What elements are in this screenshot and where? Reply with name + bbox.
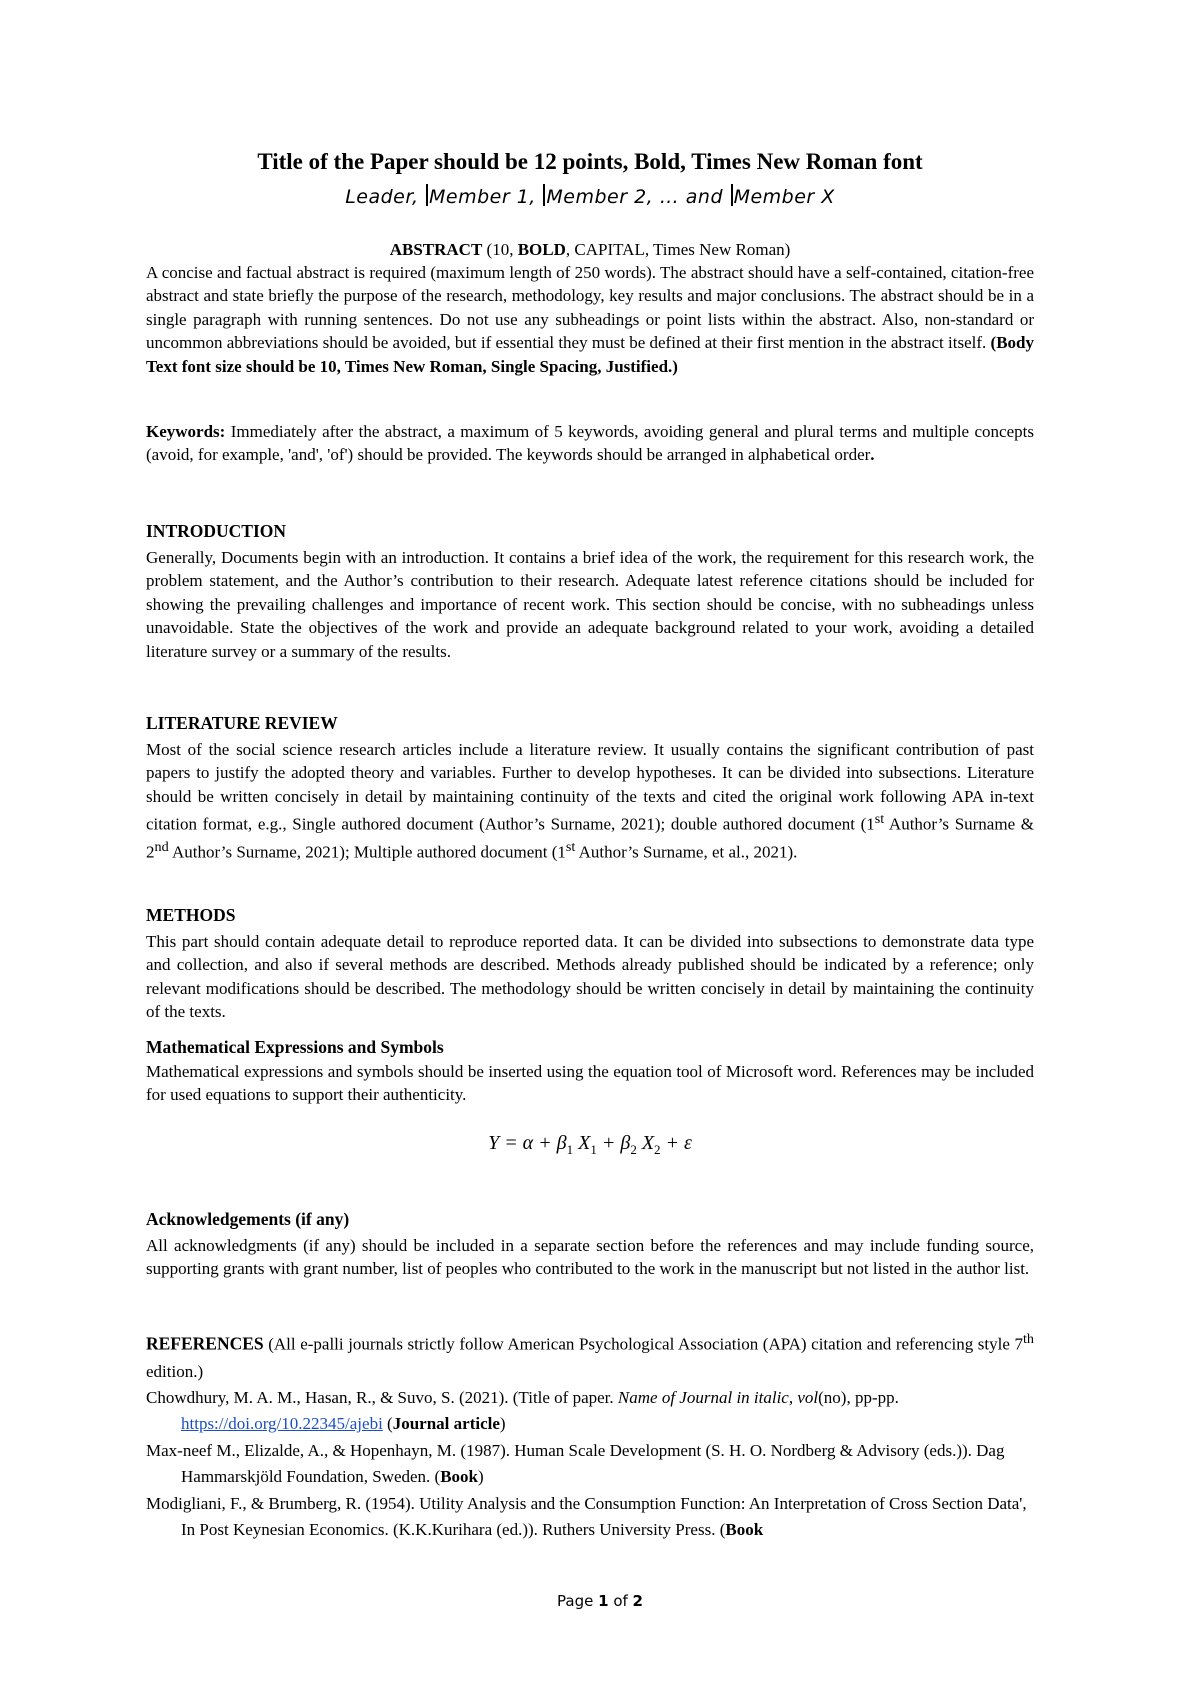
references-section — [146, 1326, 1034, 1544]
author-leader: Leader, — [345, 186, 426, 208]
methods-body: This part should contain adequate detail to reproduce reported data. It can be divided into subsections to demonstrate data type and collection, and also if several methods are described. Methods already published should be indicated by a reference; only relevant modifications should be described. The methodology should be written concisely in detail by maintaining the continuity of the texts. — [146, 932, 1034, 1022]
eq-part: + ε — [660, 1132, 692, 1154]
abstract-note-bold: BOLD — [517, 240, 566, 259]
superscript: nd — [154, 839, 169, 856]
ref-type: Book — [725, 1520, 764, 1540]
ack-body: All acknowledgments (if any) should be included in a separate section before the references and may include funding source, supporting grants with grant number, list of peoples who contributed to the work in the manuscript but not listed in the author list. — [146, 1236, 1034, 1279]
literature-heading: LITERATURE REVIEW — [146, 713, 338, 733]
eq-part: + β — [596, 1132, 631, 1154]
eq-part: X — [573, 1132, 591, 1154]
keywords-paragraph — [146, 420, 1034, 467]
ref-text: Max-neef M., Elizalde, A., & Hopenhayn, M. (1987). Human Scale Development (S. H. O. Nordberg & Advisory (eds.)). Dag Hammarskjöld Foundation, Sweden. ( — [146, 1440, 1005, 1487]
eq-subscript: 2 — [630, 1142, 637, 1157]
doi-link[interactable]: https://doi.org/10.22345/ajebi — [181, 1414, 383, 1434]
eq-subscript: 1 — [590, 1142, 597, 1157]
author-member-x: Member X — [733, 186, 835, 208]
superscript: th — [1022, 1331, 1034, 1347]
math-body: Mathematical expressions and symbols should be inserted using the equation tool of Microsoft word. References may be included for used equations to support their authenticity. — [146, 1062, 1034, 1105]
page-total: 2 — [632, 1592, 643, 1610]
references-note: (All e-palli journals strictly follow American Psychological Association (APA) citation and referencing style 7 — [263, 1334, 1023, 1354]
abstract-format-note: (Body Text font size should be 10, Times New Roman, Single Spacing, Justified.) — [146, 333, 1034, 376]
references-intro — [146, 1326, 1034, 1385]
paper-title: Title of the Paper should be 12 points, Bold, Times New Roman font — [257, 149, 923, 174]
author-member-1: Member 1, — [429, 186, 543, 208]
abstract-note: (10, — [482, 240, 518, 259]
page-of-label: of — [608, 1592, 633, 1610]
introduction-body: Generally, Documents begin with an introduction. It contains a brief idea of the work, the requirement for this research work, the problem statement, and the Author’s contribution to their research. Adequate latest reference citations should be included for showing the prevailing challenges and importance of recent work. This section should be concise, with no subheadings unless unavoidable. State the objectives of the work and provide an adequate background related to your work, avoiding a detailed literature survey or a summary of the results. — [146, 548, 1034, 661]
eq-part: X — [636, 1132, 655, 1154]
math-heading: Mathematical Expressions and Symbols — [146, 1037, 444, 1057]
abstract-body — [146, 261, 1034, 378]
ref-type: Journal article — [392, 1414, 500, 1434]
ref-text: ( — [382, 1414, 393, 1434]
keywords-label: Keywords: — [146, 422, 226, 441]
literature-text-d: Author’s Surname, et al., 2021). — [575, 842, 798, 862]
page-label: Page — [557, 1592, 599, 1610]
superscript: st — [565, 839, 576, 856]
page-number: 1 — [598, 1592, 609, 1610]
abstract-note-end: , CAPITAL, Times New Roman) — [565, 240, 791, 259]
author-member-2: Member 2, … and — [546, 186, 730, 208]
introduction-heading: INTRODUCTION — [146, 521, 287, 541]
literature-text-a: Most of the social science research articles include a literature review. It usually contains the significant contribution of past papers to justify the adopted theory and variables. Further to develop hypotheses. It can be divided into subsections. Literature should be written concisely in detail by maintaining continuity of the texts and cited the original work following APA in-text citation format, e.g., Single authored document (Author’s Surname, 2021); double authored document (1 — [146, 740, 1034, 834]
ref-text: (no), pp-pp. — [818, 1387, 899, 1407]
author-line — [146, 184, 1034, 209]
eq-subscript: 2 — [654, 1142, 661, 1157]
ref-type: Book — [440, 1467, 479, 1487]
literature-text-c: Author’s Surname, 2021); Multiple authored document (1 — [168, 842, 566, 862]
references-heading: REFERENCES — [146, 1333, 264, 1354]
methods-heading: METHODS — [146, 905, 236, 925]
eq-lhs: Y — [488, 1132, 500, 1154]
text-cursor-icon — [426, 184, 428, 206]
page-footer — [0, 1592, 1200, 1610]
ref-text: Chowdhury, M. A. M., Hasan, R., & Suvo, S. (2021). (Title of paper. — [146, 1387, 618, 1407]
reference-item — [146, 1438, 1034, 1491]
ref-journal: Name of Journal in italic, vol — [617, 1387, 819, 1407]
regression-equation — [146, 1130, 1034, 1163]
superscript: st — [874, 811, 885, 828]
text-cursor-icon — [731, 184, 733, 206]
references-note-end: edition.) — [146, 1361, 204, 1381]
ref-text: ) — [478, 1467, 484, 1487]
ref-text: ) — [499, 1414, 506, 1434]
ref-text: Modigliani, F., & Brumberg, R. (1954). Utility Analysis and the Consumption Function: An Interpretation of Cross Section Data', In Post Keynesian Economics. (K.K.Kurihara (ed.)). Ruthers University Press. ( — [146, 1493, 1027, 1540]
keywords-text: Immediately after the abstract, a maximum of 5 keywords, avoiding general and plural terms and multiple concepts (avoid, for example, 'and', 'of') should be provided. The keywords should be arranged in alphabetical order — [146, 422, 1034, 465]
reference-item — [146, 1385, 1034, 1438]
keywords-end: . — [870, 445, 875, 465]
abstract-text: A concise and factual abstract is required (maximum length of 250 words). The abstract should have a self-contained, citation-free abstract and state briefly the purpose of the research, methodology, key results and major conclusions. The abstract should be in a single paragraph with running sentences. Do not use any subheadings or point lists within the abstract. Also, non-standard or uncommon abbreviations should be avoided, but if essential they must be defined at their first mention in the abstract itself. — [146, 263, 1034, 353]
literature-text-b: Author’s Surname & 2 — [146, 814, 1034, 862]
eq-subscript: 1 — [566, 1142, 574, 1157]
literature-body — [146, 738, 1034, 864]
abstract-label: ABSTRACT — [389, 240, 483, 259]
eq-part: = α + β — [499, 1132, 567, 1154]
reference-item — [146, 1491, 1034, 1544]
ack-heading: Acknowledgements (if any) — [146, 1209, 350, 1229]
abstract-heading — [146, 238, 1034, 261]
